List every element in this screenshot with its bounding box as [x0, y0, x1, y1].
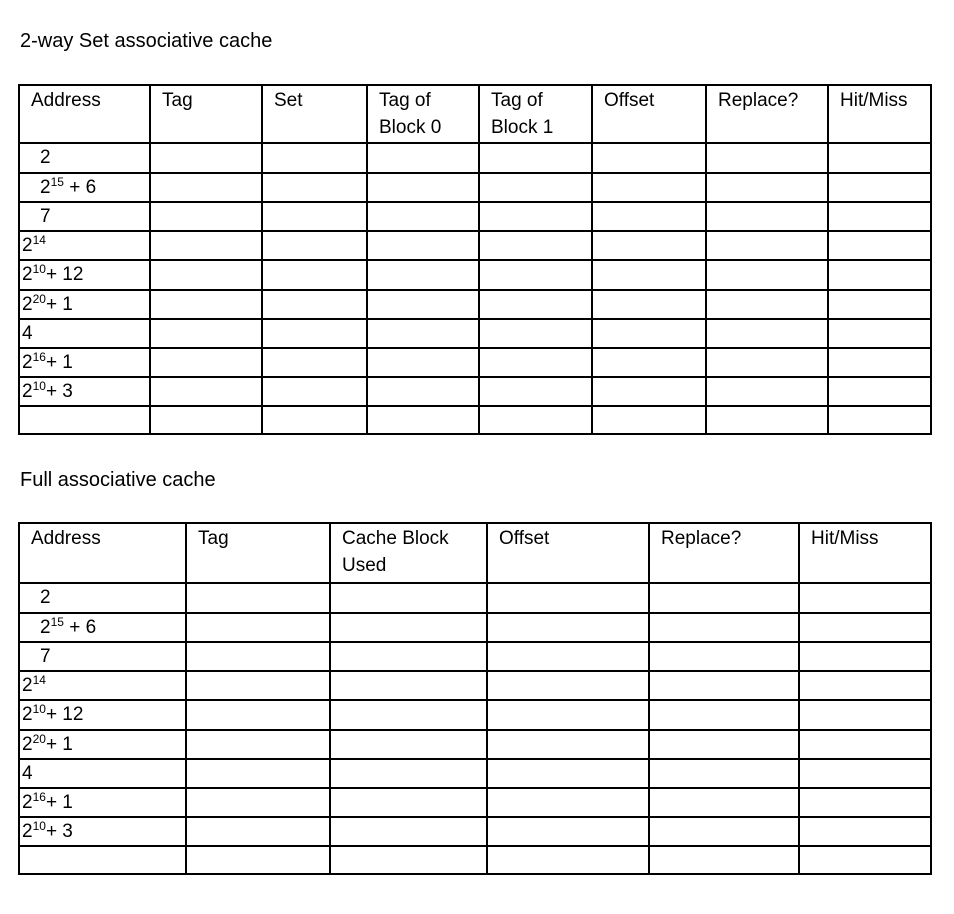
answer-cell[interactable]: [262, 406, 367, 434]
address-cell: [19, 290, 150, 319]
answer-cell[interactable]: [592, 319, 706, 348]
address-offset: + 3: [45, 821, 73, 842]
address-value: [20, 614, 185, 641]
answer-cell[interactable]: [186, 846, 330, 874]
address-cell: [19, 143, 150, 173]
address-value: [20, 701, 185, 728]
address-value: [20, 261, 149, 288]
address-value: [20, 174, 149, 201]
answer-cell[interactable]: [479, 290, 592, 319]
table-row: [19, 788, 931, 817]
answer-cell[interactable]: [186, 730, 330, 759]
set-assoc-column-header: [19, 85, 150, 143]
address-base: 2: [22, 704, 33, 725]
full-assoc-column-header: [649, 523, 799, 583]
address-base: 2: [22, 821, 33, 842]
column-header-label: [593, 86, 705, 114]
table-row: [19, 759, 931, 788]
address-cell: [19, 348, 150, 377]
answer-cell[interactable]: [150, 143, 262, 173]
answer-cell[interactable]: [367, 319, 479, 348]
address-base: 7: [40, 646, 51, 667]
answer-cell[interactable]: [649, 788, 799, 817]
address-exponent: 16: [32, 790, 46, 804]
answer-cell[interactable]: [262, 173, 367, 202]
answer-cell[interactable]: [330, 788, 487, 817]
address-cell: [19, 642, 186, 671]
answer-cell[interactable]: [186, 642, 330, 671]
answer-cell[interactable]: [367, 406, 479, 434]
answer-cell[interactable]: [799, 700, 931, 730]
answer-cell[interactable]: [367, 173, 479, 202]
answer-cell[interactable]: [479, 231, 592, 260]
answer-cell[interactable]: [150, 290, 262, 319]
answer-cell[interactable]: [649, 759, 799, 788]
answer-cell[interactable]: [799, 730, 931, 759]
answer-cell[interactable]: [330, 613, 487, 642]
address-offset: + 6: [63, 177, 97, 198]
table-row: [19, 613, 931, 642]
answer-cell[interactable]: [330, 759, 487, 788]
answer-cell[interactable]: [592, 260, 706, 290]
address-exponent: 10: [32, 819, 46, 833]
header-line: Cache Block: [342, 528, 449, 549]
answer-cell[interactable]: [367, 231, 479, 260]
answer-cell[interactable]: [487, 583, 649, 613]
full-assoc-column-header: [799, 523, 931, 583]
address-value: [20, 584, 185, 611]
answer-cell[interactable]: [828, 260, 931, 290]
answer-cell[interactable]: [330, 642, 487, 671]
table-row: [19, 143, 931, 173]
address-cell: [19, 759, 186, 788]
address-cell: [19, 846, 186, 874]
full-assoc-table: [18, 522, 932, 875]
answer-cell[interactable]: [186, 613, 330, 642]
address-offset: + 1: [45, 352, 73, 373]
header-line: Offset: [604, 90, 655, 111]
address-base: 7: [40, 206, 51, 227]
table-row: [19, 202, 931, 231]
address-cell: [19, 817, 186, 846]
address-value: [20, 349, 149, 376]
address-value: [20, 203, 149, 230]
answer-cell[interactable]: [828, 348, 931, 377]
answer-cell[interactable]: [799, 759, 931, 788]
address-offset: + 1: [45, 734, 73, 755]
table-row: [19, 817, 931, 846]
answer-cell[interactable]: [592, 406, 706, 434]
address-exponent: 15: [50, 175, 64, 189]
answer-cell[interactable]: [828, 143, 931, 173]
address-cell: [19, 788, 186, 817]
answer-cell[interactable]: [649, 642, 799, 671]
answer-cell[interactable]: [150, 348, 262, 377]
address-base: 2: [22, 734, 33, 755]
table-row: [19, 231, 931, 260]
answer-cell[interactable]: [799, 846, 931, 874]
address-base: 2: [22, 264, 33, 285]
answer-cell[interactable]: [592, 231, 706, 260]
address-value: [20, 643, 185, 670]
set-assoc-column-header: [828, 85, 931, 143]
address-base: 2: [22, 675, 33, 696]
answer-cell[interactable]: [150, 231, 262, 260]
answer-cell[interactable]: [649, 846, 799, 874]
address-exponent: 16: [32, 350, 46, 364]
answer-cell[interactable]: [706, 260, 828, 290]
answer-cell[interactable]: [186, 817, 330, 846]
answer-cell[interactable]: [367, 348, 479, 377]
set-assoc-column-header: [262, 85, 367, 143]
answer-cell[interactable]: [487, 642, 649, 671]
set-assoc-column-header: [592, 85, 706, 143]
full-assoc-header-row: [19, 523, 931, 583]
column-header-label: [187, 524, 329, 552]
answer-cell[interactable]: [649, 671, 799, 700]
answer-cell[interactable]: [487, 788, 649, 817]
set-assoc-column-header: [479, 85, 592, 143]
address-offset: + 1: [45, 792, 73, 813]
answer-cell[interactable]: [479, 348, 592, 377]
answer-cell[interactable]: [186, 671, 330, 700]
column-header-label: [829, 86, 930, 114]
answer-cell[interactable]: [799, 642, 931, 671]
answer-cell[interactable]: [479, 143, 592, 173]
answer-cell[interactable]: [706, 231, 828, 260]
answer-cell[interactable]: [649, 730, 799, 759]
answer-cell[interactable]: [706, 319, 828, 348]
address-exponent: 15: [50, 615, 64, 629]
header-line: Tag: [198, 528, 229, 549]
answer-cell[interactable]: [592, 348, 706, 377]
address-cell: [19, 173, 150, 202]
address-cell: [19, 406, 150, 434]
table-row: [19, 260, 931, 290]
header-line: Address: [31, 90, 101, 111]
address-exponent: 20: [32, 732, 46, 746]
header-line: Set: [274, 90, 303, 111]
answer-cell[interactable]: [367, 290, 479, 319]
answer-cell[interactable]: [367, 377, 479, 406]
answer-cell[interactable]: [706, 173, 828, 202]
address-base: 4: [22, 763, 33, 784]
answer-cell[interactable]: [487, 613, 649, 642]
answer-cell[interactable]: [330, 730, 487, 759]
answer-cell[interactable]: [706, 377, 828, 406]
address-cell: [19, 202, 150, 231]
address-base: 2: [22, 294, 33, 315]
header-line: Hit/Miss: [811, 528, 879, 549]
answer-cell[interactable]: [479, 173, 592, 202]
answer-cell[interactable]: [706, 290, 828, 319]
table-row: [19, 846, 931, 874]
answer-cell[interactable]: [649, 613, 799, 642]
header-line: Replace?: [661, 528, 742, 549]
answer-cell[interactable]: [799, 583, 931, 613]
answer-cell[interactable]: [706, 348, 828, 377]
answer-cell[interactable]: [479, 406, 592, 434]
answer-cell[interactable]: [592, 290, 706, 319]
answer-cell[interactable]: [150, 377, 262, 406]
column-header-label: [20, 86, 149, 114]
header-line: Block 0: [379, 117, 442, 138]
set-assoc-column-header: [150, 85, 262, 143]
answer-cell[interactable]: [479, 260, 592, 290]
column-header-label: [650, 524, 798, 552]
address-value: [20, 320, 149, 347]
table-row: [19, 730, 931, 759]
set-assoc-table: [18, 84, 932, 435]
answer-cell[interactable]: [150, 173, 262, 202]
answer-cell[interactable]: [330, 846, 487, 874]
answer-cell[interactable]: [262, 377, 367, 406]
answer-cell[interactable]: [262, 260, 367, 290]
answer-cell[interactable]: [799, 671, 931, 700]
set-assoc-header-row: [19, 85, 931, 143]
address-value: [20, 818, 185, 845]
answer-cell[interactable]: [487, 671, 649, 700]
table-row: [19, 290, 931, 319]
address-offset: + 6: [63, 617, 97, 638]
answer-cell[interactable]: [367, 260, 479, 290]
answer-cell[interactable]: [706, 406, 828, 434]
set-assoc-column-header: [706, 85, 828, 143]
address-exponent: 14: [32, 673, 46, 687]
answer-cell[interactable]: [262, 143, 367, 173]
address-base: 2: [22, 381, 33, 402]
answer-cell[interactable]: [706, 202, 828, 231]
answer-cell[interactable]: [262, 202, 367, 231]
table-row: [19, 406, 931, 434]
answer-cell[interactable]: [330, 671, 487, 700]
table-row: [19, 348, 931, 377]
full-assoc-column-header: [186, 523, 330, 583]
answer-cell[interactable]: [330, 817, 487, 846]
address-exponent: 20: [32, 292, 46, 306]
answer-cell[interactable]: [706, 143, 828, 173]
address-cell: [19, 377, 150, 406]
address-cell: [19, 319, 150, 348]
answer-cell[interactable]: [828, 406, 931, 434]
answer-cell[interactable]: [592, 377, 706, 406]
address-cell: [19, 231, 150, 260]
address-offset: + 12: [45, 704, 84, 725]
answer-cell[interactable]: [186, 759, 330, 788]
column-header-label: [20, 524, 185, 552]
address-cell: [19, 730, 186, 759]
column-header-label: [480, 86, 591, 141]
answer-cell[interactable]: [799, 788, 931, 817]
answer-cell[interactable]: [479, 377, 592, 406]
header-line: Used: [342, 555, 387, 576]
column-header-label: [263, 86, 366, 114]
column-header-label: [331, 524, 486, 579]
answer-cell[interactable]: [150, 260, 262, 290]
table-row: [19, 173, 931, 202]
address-base: 2: [22, 792, 33, 813]
full-assoc-column-header: [330, 523, 487, 583]
column-header-label: [800, 524, 930, 552]
address-value: [20, 731, 185, 758]
column-header-label: [488, 524, 648, 552]
header-line: Replace?: [718, 90, 799, 111]
answer-cell[interactable]: [487, 700, 649, 730]
table-row: [19, 671, 931, 700]
answer-cell[interactable]: [649, 700, 799, 730]
answer-cell[interactable]: [479, 319, 592, 348]
address-base: 2: [40, 147, 51, 168]
address-base: 2: [40, 617, 51, 638]
address-value: [20, 291, 149, 318]
answer-cell[interactable]: [799, 817, 931, 846]
header-line: Tag of: [491, 90, 543, 111]
table-row: [19, 700, 931, 730]
address-cell: [19, 260, 150, 290]
address-value: [20, 789, 185, 816]
answer-cell[interactable]: [487, 759, 649, 788]
answer-cell[interactable]: [487, 730, 649, 759]
answer-cell[interactable]: [262, 319, 367, 348]
table-row: [19, 319, 931, 348]
answer-cell[interactable]: [186, 583, 330, 613]
answer-cell[interactable]: [828, 173, 931, 202]
answer-cell[interactable]: [186, 788, 330, 817]
full-assoc-title: Full associative cache: [20, 469, 216, 491]
answer-cell[interactable]: [828, 202, 931, 231]
set-assoc-column-header: [367, 85, 479, 143]
table-row: [19, 583, 931, 613]
answer-cell[interactable]: [262, 231, 367, 260]
header-line: Tag: [162, 90, 193, 111]
answer-cell[interactable]: [649, 583, 799, 613]
address-cell: [19, 583, 186, 613]
address-exponent: 10: [32, 379, 46, 393]
address-cell: [19, 700, 186, 730]
answer-cell[interactable]: [150, 319, 262, 348]
address-exponent: 10: [32, 262, 46, 276]
answer-cell[interactable]: [828, 319, 931, 348]
address-value: [20, 232, 149, 259]
answer-cell[interactable]: [262, 348, 367, 377]
address-value: [20, 672, 185, 699]
header-line: Offset: [499, 528, 550, 549]
address-cell: [19, 613, 186, 642]
answer-cell[interactable]: [150, 406, 262, 434]
answer-cell[interactable]: [367, 143, 479, 173]
address-cell: [19, 671, 186, 700]
address-base: 2: [22, 235, 33, 256]
table-row: [19, 377, 931, 406]
answer-cell[interactable]: [828, 377, 931, 406]
address-value: [20, 378, 149, 405]
full-assoc-column-header: [19, 523, 186, 583]
answer-cell[interactable]: [592, 202, 706, 231]
address-base: 2: [40, 587, 51, 608]
table-row: [19, 642, 931, 671]
answer-cell[interactable]: [828, 231, 931, 260]
full-assoc-column-header: [487, 523, 649, 583]
header-line: Tag of: [379, 90, 431, 111]
answer-cell[interactable]: [592, 143, 706, 173]
set-assoc-title: 2-way Set associative cache: [20, 30, 273, 52]
answer-cell[interactable]: [330, 583, 487, 613]
answer-cell[interactable]: [799, 613, 931, 642]
answer-cell[interactable]: [150, 202, 262, 231]
address-offset: + 12: [45, 264, 84, 285]
header-line: Hit/Miss: [840, 90, 908, 111]
address-base: 4: [22, 323, 33, 344]
header-line: Block 1: [491, 117, 554, 138]
answer-cell[interactable]: [649, 817, 799, 846]
column-header-label: [368, 86, 478, 141]
answer-cell[interactable]: [487, 846, 649, 874]
answer-cell[interactable]: [479, 202, 592, 231]
answer-cell[interactable]: [330, 700, 487, 730]
address-exponent: 10: [32, 702, 46, 716]
header-line: Address: [31, 528, 101, 549]
address-exponent: 14: [32, 233, 46, 247]
answer-cell[interactable]: [592, 173, 706, 202]
address-base: 2: [22, 352, 33, 373]
address-base: 2: [40, 177, 51, 198]
answer-cell[interactable]: [828, 290, 931, 319]
answer-cell[interactable]: [487, 817, 649, 846]
column-header-label: [151, 86, 261, 114]
address-offset: + 1: [45, 294, 73, 315]
address-value: [20, 760, 185, 787]
answer-cell[interactable]: [262, 290, 367, 319]
answer-cell[interactable]: [186, 700, 330, 730]
column-header-label: [707, 86, 827, 114]
answer-cell[interactable]: [367, 202, 479, 231]
address-value: [20, 144, 149, 171]
address-offset: + 3: [45, 381, 73, 402]
